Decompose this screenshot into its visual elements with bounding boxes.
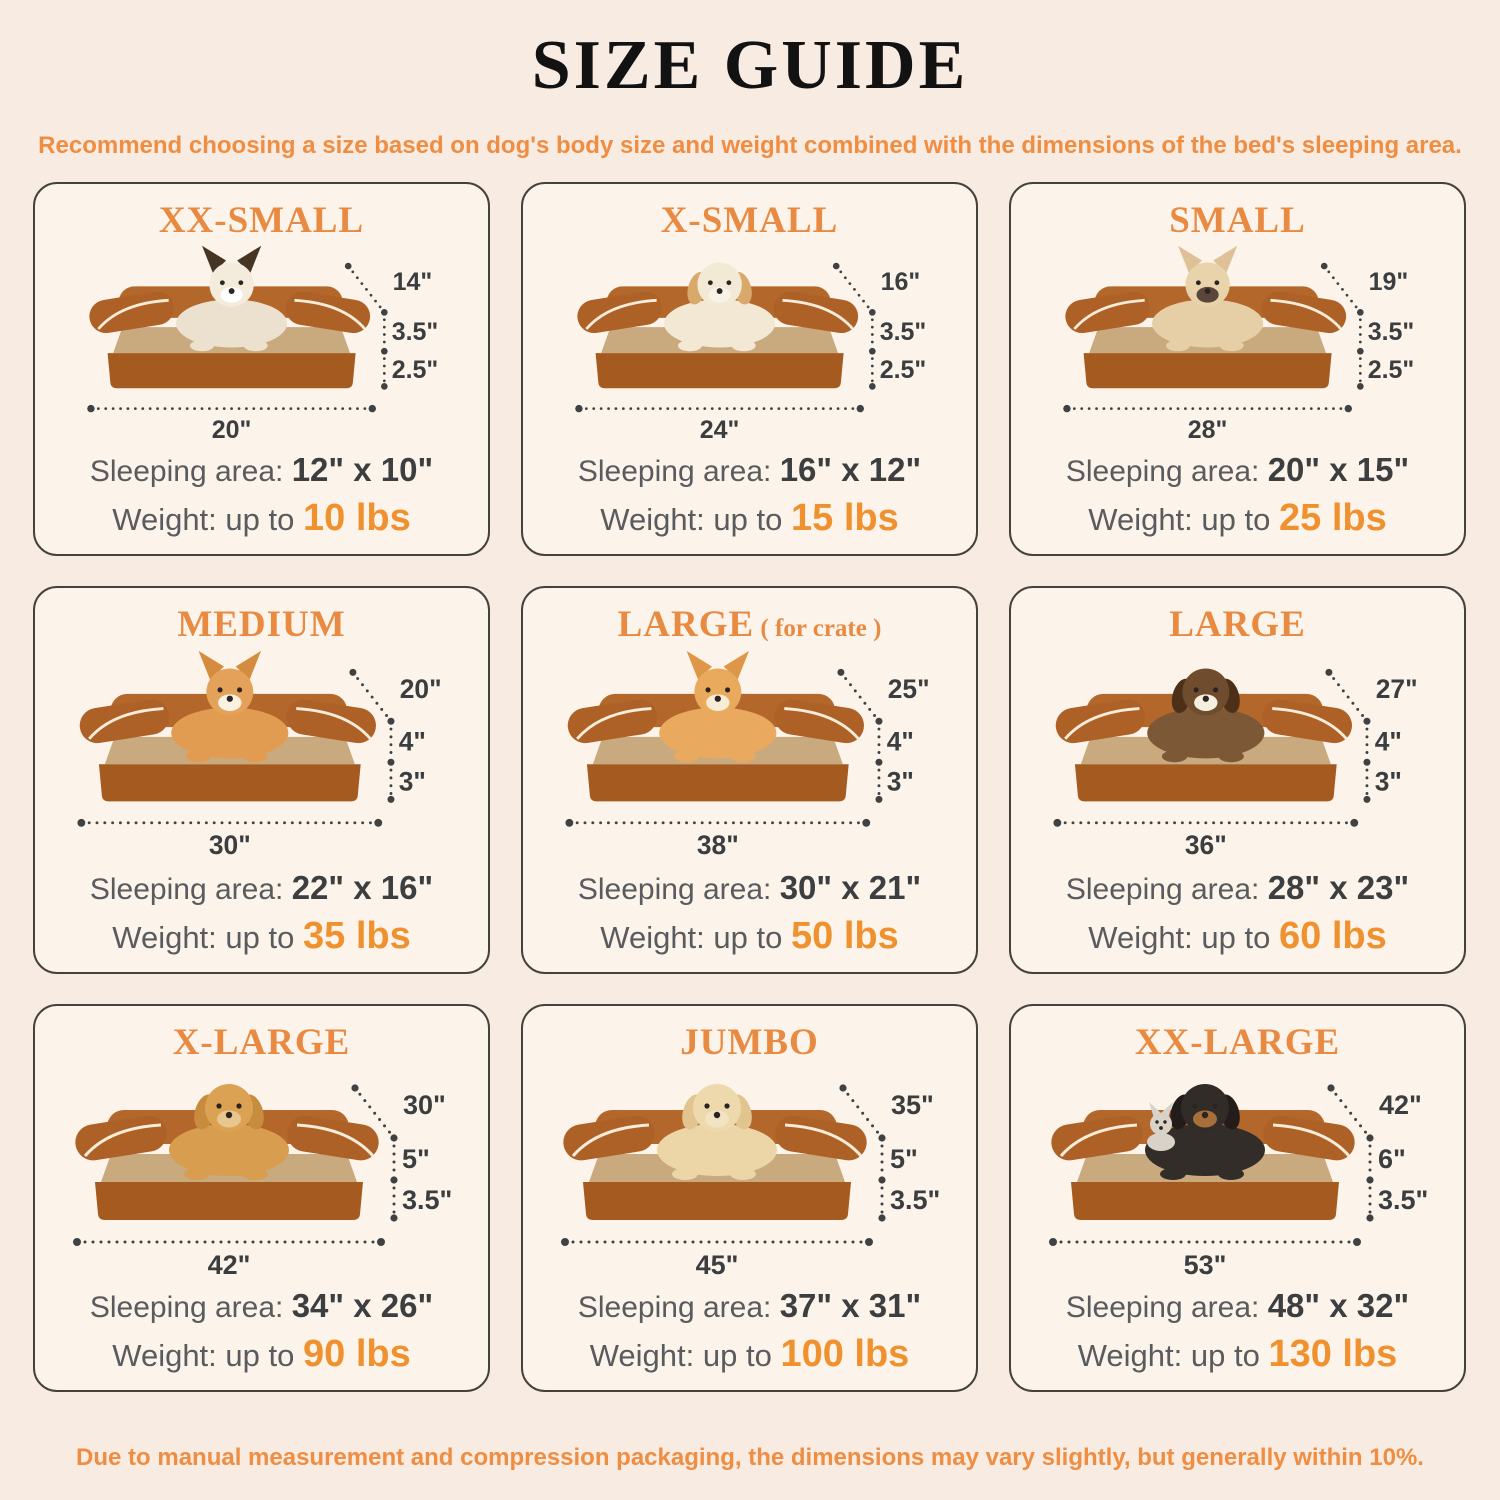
- weight-upto: up to: [225, 501, 295, 537]
- sleeping-area-value: 16" x 12": [779, 451, 922, 488]
- weight-value: 25 lbs: [1279, 496, 1387, 539]
- weight-line: [35, 495, 488, 543]
- card-stats: [523, 449, 976, 542]
- dog-bed-illustration: [1025, 1062, 1455, 1292]
- weight-prefix: Weight:: [112, 1337, 217, 1373]
- bolster-height-label: 4": [1374, 726, 1402, 757]
- sleeping-area-prefix: Sleeping area:: [577, 455, 772, 488]
- weight-prefix: Weight:: [112, 501, 217, 537]
- dog-bed-illustration: [1030, 647, 1450, 872]
- dog-bed-illustration: [54, 647, 474, 872]
- pet-icon: [657, 1084, 777, 1180]
- width-dimension-label: 45": [695, 1250, 738, 1280]
- weight-line: [523, 1331, 976, 1379]
- bolster-height-label: 4": [398, 726, 426, 757]
- size-name: X-LARGE: [172, 1022, 351, 1063]
- width-dimension-label: 24": [699, 415, 739, 444]
- weight-upto: up to: [1201, 501, 1271, 537]
- size-name: LARGE: [617, 604, 755, 645]
- width-dimension-label: 42": [207, 1250, 250, 1280]
- weight-line: [1011, 1331, 1464, 1379]
- bed-icon: [77, 651, 378, 801]
- pet-icon: [169, 1084, 289, 1180]
- size-name-suffix: ( for crate ): [754, 615, 882, 642]
- dog-bed-illustration: [542, 647, 962, 872]
- size-card: [1009, 586, 1466, 974]
- depth-dimension-label: 42": [1378, 1090, 1422, 1120]
- sleeping-area-line: [523, 1285, 976, 1327]
- weight-upto: up to: [225, 1337, 295, 1373]
- bed-figure: [41, 638, 486, 880]
- sleeping-area-value: 20" x 15": [1267, 451, 1410, 488]
- bolster-height-label: 4": [886, 726, 914, 757]
- sleeping-area-line: [1011, 449, 1464, 491]
- sleeping-area-line: [523, 449, 976, 491]
- sleeping-area-prefix: Sleeping area:: [1065, 455, 1260, 488]
- base-height-label: 2.5": [1367, 355, 1414, 384]
- base-height-label: 3": [398, 766, 426, 797]
- bed-figure: [529, 1056, 974, 1298]
- weight-prefix: Weight:: [589, 1337, 695, 1373]
- weight-value: 90 lbs: [303, 1332, 411, 1375]
- card-stats: [1011, 1285, 1464, 1378]
- base-height-label: 3.5": [1377, 1185, 1428, 1215]
- weight-prefix: Weight:: [1088, 501, 1193, 537]
- size-card: [33, 1004, 490, 1392]
- weight-value: 10 lbs: [303, 496, 411, 539]
- pet-icon: [1145, 1084, 1265, 1180]
- depth-dimension-label: 27": [1375, 673, 1418, 704]
- sleeping-area-prefix: Sleeping area:: [577, 1291, 772, 1324]
- weight-value: 35 lbs: [303, 914, 411, 957]
- bed-icon: [574, 262, 860, 388]
- sleeping-area-line: [35, 449, 488, 491]
- bed-icon: [72, 1084, 380, 1220]
- bolster-height-label: 5": [401, 1144, 430, 1174]
- dog-bed-illustration: [1041, 242, 1439, 455]
- weight-upto: up to: [702, 1337, 772, 1373]
- width-dimension-label: 38": [696, 829, 739, 860]
- bed-icon: [560, 1084, 868, 1220]
- depth-dimension-label: 19": [1368, 267, 1408, 296]
- bolster-height-label: 3.5": [879, 317, 926, 346]
- weight-prefix: Weight:: [1088, 919, 1193, 955]
- size-card: [1009, 1004, 1466, 1392]
- size-card: [521, 1004, 978, 1392]
- sleeping-area-line: [1011, 1285, 1464, 1327]
- bed-icon: [86, 245, 372, 388]
- bolster-height-label: 5": [889, 1144, 918, 1174]
- weight-line: [1011, 495, 1464, 543]
- weight-value: 50 lbs: [791, 914, 899, 957]
- base-height-label: 3.5": [889, 1185, 940, 1215]
- sleeping-area-prefix: Sleeping area:: [1065, 873, 1260, 906]
- weight-upto: up to: [1190, 1337, 1260, 1373]
- weight-upto: up to: [225, 919, 295, 955]
- page-subtitle: Recommend choosing a size based on dog's body size and weight combined with the dimensions of the bed's sleeping area.: [38, 132, 1462, 159]
- base-height-label: 2.5": [391, 355, 438, 384]
- base-height-label: 2.5": [879, 355, 926, 384]
- page-title: SIZE GUIDE: [531, 27, 969, 104]
- depth-dimension-label: 14": [392, 267, 432, 296]
- bolster-height-label: 3.5": [391, 317, 438, 346]
- size-name: LARGE: [1169, 604, 1306, 645]
- weight-value: 130 lbs: [1268, 1332, 1398, 1375]
- depth-dimension-label: 20": [399, 673, 442, 704]
- sleeping-area-value: 28" x 23": [1267, 869, 1410, 906]
- weight-line: [35, 1331, 488, 1379]
- sleeping-area-line: [35, 1285, 488, 1327]
- weight-line: [1011, 913, 1464, 961]
- bolster-height-label: 6": [1377, 1144, 1406, 1174]
- size-name: SMALL: [1169, 200, 1306, 241]
- sleeping-area-value: 12" x 10": [291, 451, 434, 488]
- footnote: Due to manual measurement and compression packaging, the dimensions may vary slightly, but generally within 10%.: [76, 1444, 1424, 1471]
- weight-value: 100 lbs: [780, 1332, 910, 1375]
- weight-line: [523, 913, 976, 961]
- weight-upto: up to: [1201, 919, 1271, 955]
- sleeping-area-prefix: Sleeping area:: [89, 455, 284, 488]
- weight-line: [35, 913, 488, 961]
- bed-figure: [1017, 234, 1462, 462]
- width-dimension-label: 28": [1187, 415, 1227, 444]
- bed-figure: [529, 234, 974, 462]
- size-card: [1009, 182, 1466, 556]
- sleeping-area-line: [523, 867, 976, 909]
- size-name: JUMBO: [680, 1022, 819, 1063]
- weight-value: 60 lbs: [1279, 914, 1387, 957]
- sleeping-area-line: [35, 867, 488, 909]
- size-name: X-SMALL: [660, 200, 839, 241]
- card-stats: [1011, 449, 1464, 542]
- sleeping-area-prefix: Sleeping area:: [89, 873, 284, 906]
- base-height-label: 3": [1374, 766, 1402, 797]
- width-dimension-label: 30": [208, 829, 251, 860]
- weight-prefix: Weight:: [1077, 1337, 1183, 1373]
- weight-line: [523, 495, 976, 543]
- width-dimension-label: 36": [1184, 829, 1227, 860]
- size-name: MEDIUM: [177, 604, 346, 645]
- dog-bed-illustration: [537, 1062, 967, 1292]
- sleeping-area-value: 34" x 26": [291, 1287, 434, 1324]
- bolster-height-label: 3.5": [1367, 317, 1414, 346]
- card-stats: [523, 867, 976, 960]
- bed-icon: [1048, 1084, 1356, 1220]
- bed-figure: [1017, 638, 1462, 880]
- bed-icon: [1053, 668, 1354, 801]
- bed-icon: [1062, 245, 1348, 388]
- size-name: XX-SMALL: [158, 200, 365, 241]
- depth-dimension-label: 25": [887, 673, 930, 704]
- card-stats: [35, 1285, 488, 1378]
- dog-bed-illustration: [553, 242, 951, 455]
- sleeping-area-prefix: Sleeping area:: [1065, 1291, 1260, 1324]
- base-height-label: 3": [886, 766, 914, 797]
- size-card: [33, 586, 490, 974]
- weight-upto: up to: [713, 919, 783, 955]
- sleeping-area-prefix: Sleeping area:: [577, 873, 772, 906]
- weight-value: 15 lbs: [791, 496, 899, 539]
- bed-figure: [41, 234, 486, 462]
- bed-icon: [565, 651, 866, 801]
- dog-bed-illustration: [65, 242, 463, 455]
- size-card: [521, 586, 978, 974]
- depth-dimension-label: 30": [402, 1090, 446, 1120]
- weight-prefix: Weight:: [112, 919, 217, 955]
- weight-prefix: Weight:: [600, 501, 705, 537]
- card-stats: [35, 867, 488, 960]
- size-card: [33, 182, 490, 556]
- card-stats: [35, 449, 488, 542]
- pet-icon: [664, 262, 775, 351]
- sleeping-area-line: [1011, 867, 1464, 909]
- card-stats: [523, 1285, 976, 1378]
- depth-dimension-label: 35": [890, 1090, 934, 1120]
- bed-figure: [41, 1056, 486, 1298]
- size-grid: [33, 182, 1467, 1392]
- chihuahua-icon: [1147, 1102, 1175, 1151]
- pet-icon: [1147, 668, 1264, 762]
- bed-figure: [529, 638, 974, 880]
- sleeping-area-value: 48" x 32": [1267, 1287, 1410, 1324]
- weight-prefix: Weight:: [600, 919, 705, 955]
- weight-upto: up to: [713, 501, 783, 537]
- base-height-label: 3.5": [401, 1185, 452, 1215]
- size-card: [521, 182, 978, 556]
- card-stats: [1011, 867, 1464, 960]
- size-name: XX-LARGE: [1134, 1022, 1341, 1063]
- sleeping-area-prefix: Sleeping area:: [89, 1291, 284, 1324]
- sleeping-area-value: 22" x 16": [291, 869, 434, 906]
- sleeping-area-value: 37" x 31": [779, 1287, 922, 1324]
- depth-dimension-label: 16": [880, 267, 920, 296]
- bed-figure: [1017, 1056, 1462, 1298]
- dog-bed-illustration: [49, 1062, 479, 1292]
- width-dimension-label: 53": [1183, 1250, 1226, 1280]
- width-dimension-label: 20": [211, 415, 251, 444]
- sleeping-area-value: 30" x 21": [779, 869, 922, 906]
